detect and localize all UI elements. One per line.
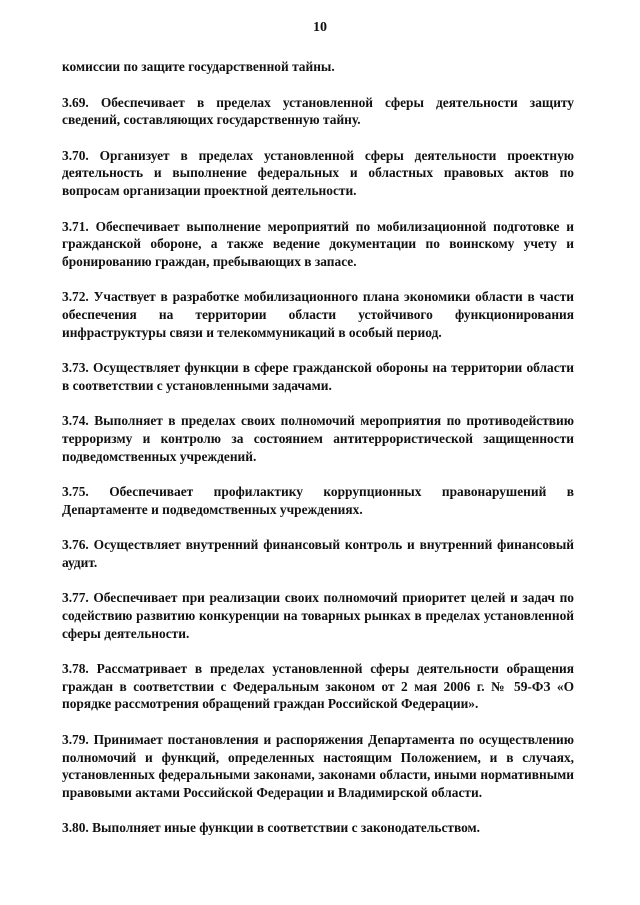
paragraph-3-70: 3.70. Организует в пределах установленной сферы деятельности проектную деятельность и выполнение федеральных и областных правовых актов по вопросам организации проектной деятельности. (62, 147, 574, 198)
paragraph-continuation: комиссии по защите государственной тайны. (62, 59, 335, 74)
document-body (62, 58, 574, 837)
paragraph-3-72: 3.72. Участвует в разработке мобилизационного плана экономики области в части обеспечения на территории области устойчивого функционирования инфраструктуры связи и телекоммуникаций в особый период. (62, 289, 574, 340)
paragraph-3-73: 3.73. Осуществляет функции в сфере гражданской обороны на территории области в соответствии с установленными задачами. (62, 360, 574, 393)
paragraph-3-80: 3.80. Выполняет иные функции в соответствии с законодательством. (62, 820, 481, 836)
paragraph-3-78: 3.78. Рассматривает в пределах установленной сферы деятельности обращения граждан в соответствии с Федеральным законом от 2 мая 2006 г. № 59-ФЗ «О порядке рассмотрения обращений граждан Российской Федерации». (62, 661, 574, 712)
paragraph-3-76: 3.76. Осуществляет внутренний финансовый контроль и внутренний финансовый аудит. (62, 537, 574, 570)
page-number: 10 (313, 20, 327, 35)
paragraph-3-74: 3.74. Выполняет в пределах своих полномочий мероприятия по противодействию терроризму и контролю за состоянием антитеррористической защищенности подведомственных учреждений. (62, 413, 574, 464)
paragraph-3-79: 3.79. Принимает постановления и распоряжения Департамента по осуществлению полномочий и функций, определенных настоящим Положением, и в случаях, установленных федеральными законами, законами области, иными нормативными правовыми актами Российской Федерации и Владимирской области. (62, 732, 574, 800)
paragraph-3-69: 3.69. Обеспечивает в пределах установленной сферы деятельности защиту сведений, составляющих государственную тайну. (62, 94, 574, 128)
paragraph-3-77: 3.77. Обеспечивает при реализации своих полномочий приоритет целей и задач по содействию развитию конкуренции на товарных рынках в пределах установленной сферы деятельности. (62, 590, 574, 641)
paragraph-3-71: 3.71. Обеспечивает выполнение мероприятий по мобилизационной подготовке и гражданской обороне, а также ведение документации по воинскому учету и бронированию граждан, пребывающих в запасе. (62, 218, 574, 269)
paragraph-3-75: 3.75. Обеспечивает профилактику коррупционных правонарушений в Департаменте и подведомственных учреждениях. (62, 484, 574, 517)
